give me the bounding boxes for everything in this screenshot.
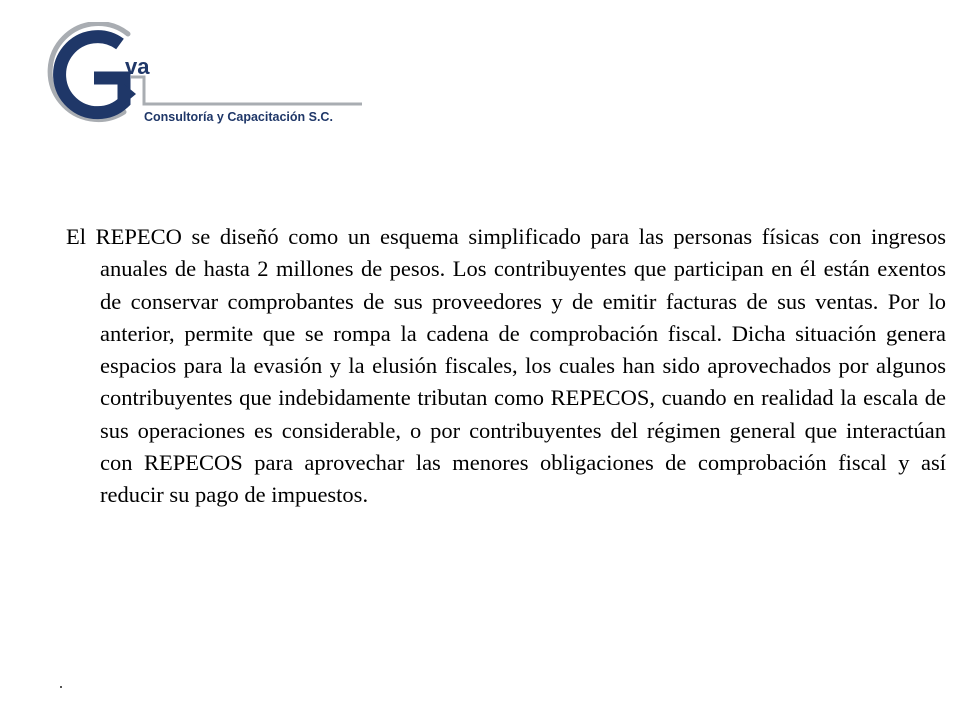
logo-tagline: Consultoría y Capacitación S.C. xyxy=(144,110,333,124)
company-logo xyxy=(28,22,368,132)
body-paragraph: El REPECO se diseñó como un esquema simplificado para las personas físicas con ingresos anuales de hasta 2 millones de pesos. Los contribuyentes que participan en él están exentos de conservar comprobantes de sus proveedores y de emitir facturas de sus ventas. Por lo anterior, permite que se rompa la cadena de comprobación fiscal. Dicha situación genera espacios para la evasión y la elusión fiscales, los cuales han sido aprovechados por algunos contribuyentes que indebidamente tributan como REPECOS, cuando en realidad la escala de sus operaciones es considerable, o por contribuyentes del régimen general que interactúan con REPECOS para aprovechar las menores obligaciones de comprobación fiscal y así reducir su pago de impuestos. xyxy=(66,224,946,508)
footer-dot xyxy=(60,686,62,688)
logo-suffix-text: va xyxy=(125,54,150,79)
gva-logo-graphic xyxy=(28,22,368,132)
